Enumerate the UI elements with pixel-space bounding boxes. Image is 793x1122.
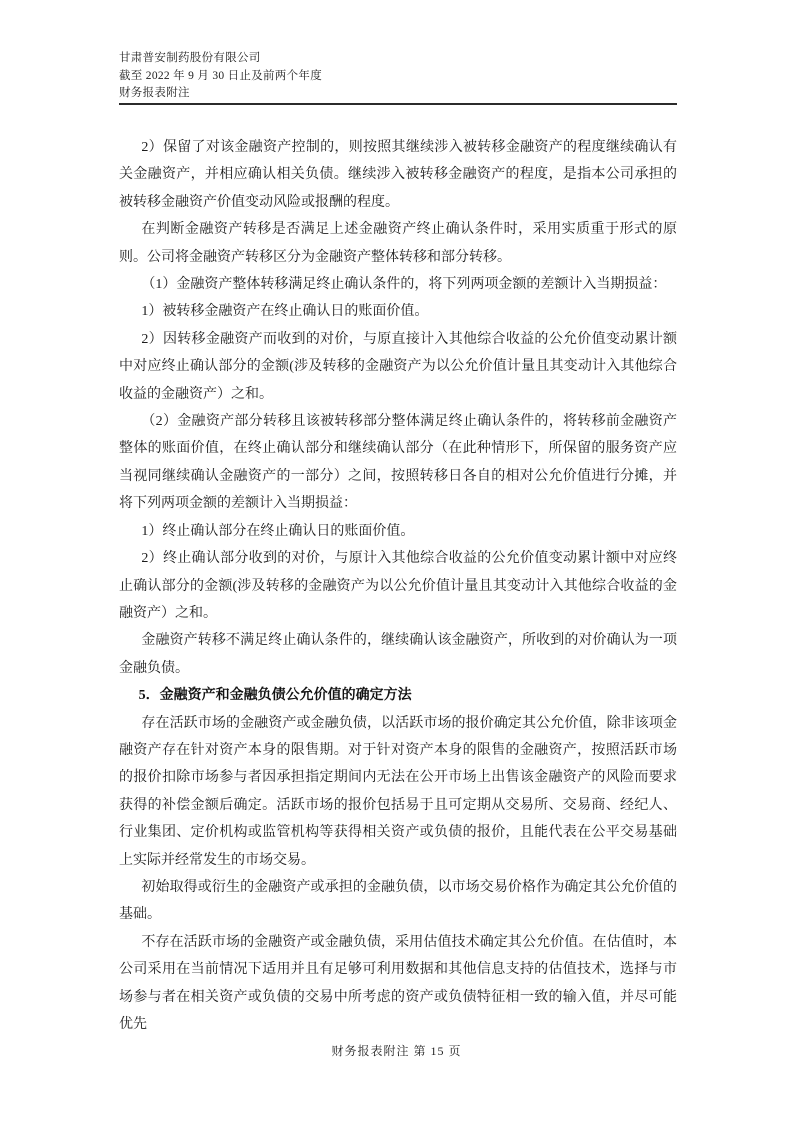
paragraph: 存在活跃市场的金融资产或金融负债，以活跃市场的报价确定其公允价值，除非该项金融资产存在针对资产本身的限售期。对于针对资产本身的限售的金融资产，按照活跃市场的报价扣除市场参与者因承担指定期间内无法在公开市场上出售该金融资产的风险而要求获得的补偿金额后确定。活跃市场的报价包括易于且可定期从交易所、交易商、经纪人、行业集团、定价机构或监管机构等获得相关资产或负债的报价，且能代表在公平交易基础上实际并经常发生的市场交易。 [119, 715, 677, 868]
header-reporting-period: 截至 2022 年 9 月 30 日止及前两个年度 [119, 69, 322, 82]
document-body [119, 134, 677, 1038]
paragraph: 2）终止确认部分收到的对价，与原计入其他综合收益的公允价值变动累计额中对应终止确认部分的金额(涉及转移的金融资产为以公允价值计量且其变动计入其他综合收益的金融资产）之和。 [119, 551, 677, 621]
header-doc-title: 财务报表附注 [119, 87, 190, 99]
paragraph: 1）终止确认部分在终止确认日的账面价值。 [141, 523, 415, 539]
header-company-name: 甘肃普安制药股份有限公司 [119, 52, 261, 64]
section-heading-fair-value-method: 5．金融资产和金融负债公允价值的确定方法 [138, 688, 412, 704]
paragraph: 不存在活跃市场的金融资产或金融负债，采用估值技术确定其公允价值。在估值时，本公司采用在当前情况下适用并且有足够可利用数据和其他信息支持的估值技术，选择与市场参与者在相关资产或负债的交易中所考虑的资产或负债特征相一致的输入值，并尽可能优先 [119, 934, 677, 1032]
paragraph: 2）保留了对该金融资产控制的，则按照其继续涉入被转移金融资产的程度继续确认有关金融资产，并相应确认相关负债。继续涉入被转移金融资产的程度，是指本公司承担的被转移金融资产价值变动风险或报酬的程度。 [119, 140, 677, 210]
paragraph: （2）金融资产部分转移且该被转移部分整体满足终止确认条件的，将转移前金融资产整体的账面价值，在终止确认部分和继续确认部分（在此种情形下，所保留的服务资产应当视同继续确认金融资产的一部分）之间，按照转移日各自的相对公允价值进行分摊，并将下列两项金额的差额计入当期损益： [119, 414, 677, 512]
paragraph: 初始取得或衍生的金融资产或承担的金融负债，以市场交易价格作为确定其公允价值的基础。 [119, 879, 677, 923]
paragraph: 金融资产转移不满足终止确认条件的，继续确认该金融资产，所收到的对价确认为一项金融负债。 [119, 633, 677, 676]
header-rule [119, 103, 677, 105]
footer-page-label: 财务报表附注 第 15 页 [331, 1044, 462, 1058]
page-header [119, 50, 677, 103]
paragraph: 1）被转移金融资产在终止确认日的账面价值。 [141, 304, 429, 320]
paragraph: 2）因转移金融资产而收到的对价，与原直接计入其他综合收益的公允价值变动累计额中对应终止确认部分的金额(涉及转移的金融资产为以公允价值计量且其变动计入其他综合收益的金融资产）之和。 [119, 331, 677, 402]
paragraph: （1）金融资产整体转移满足终止确认条件的，将下列两项金额的差额计入当期损益： [141, 277, 667, 293]
paragraph: 在判断金融资产转移是否满足上述金融资产终止确认条件时，采用实质重于形式的原则。公司将金融资产转移区分为金融资产整体转移和部分转移。 [119, 222, 677, 265]
page-footer [0, 1042, 793, 1059]
